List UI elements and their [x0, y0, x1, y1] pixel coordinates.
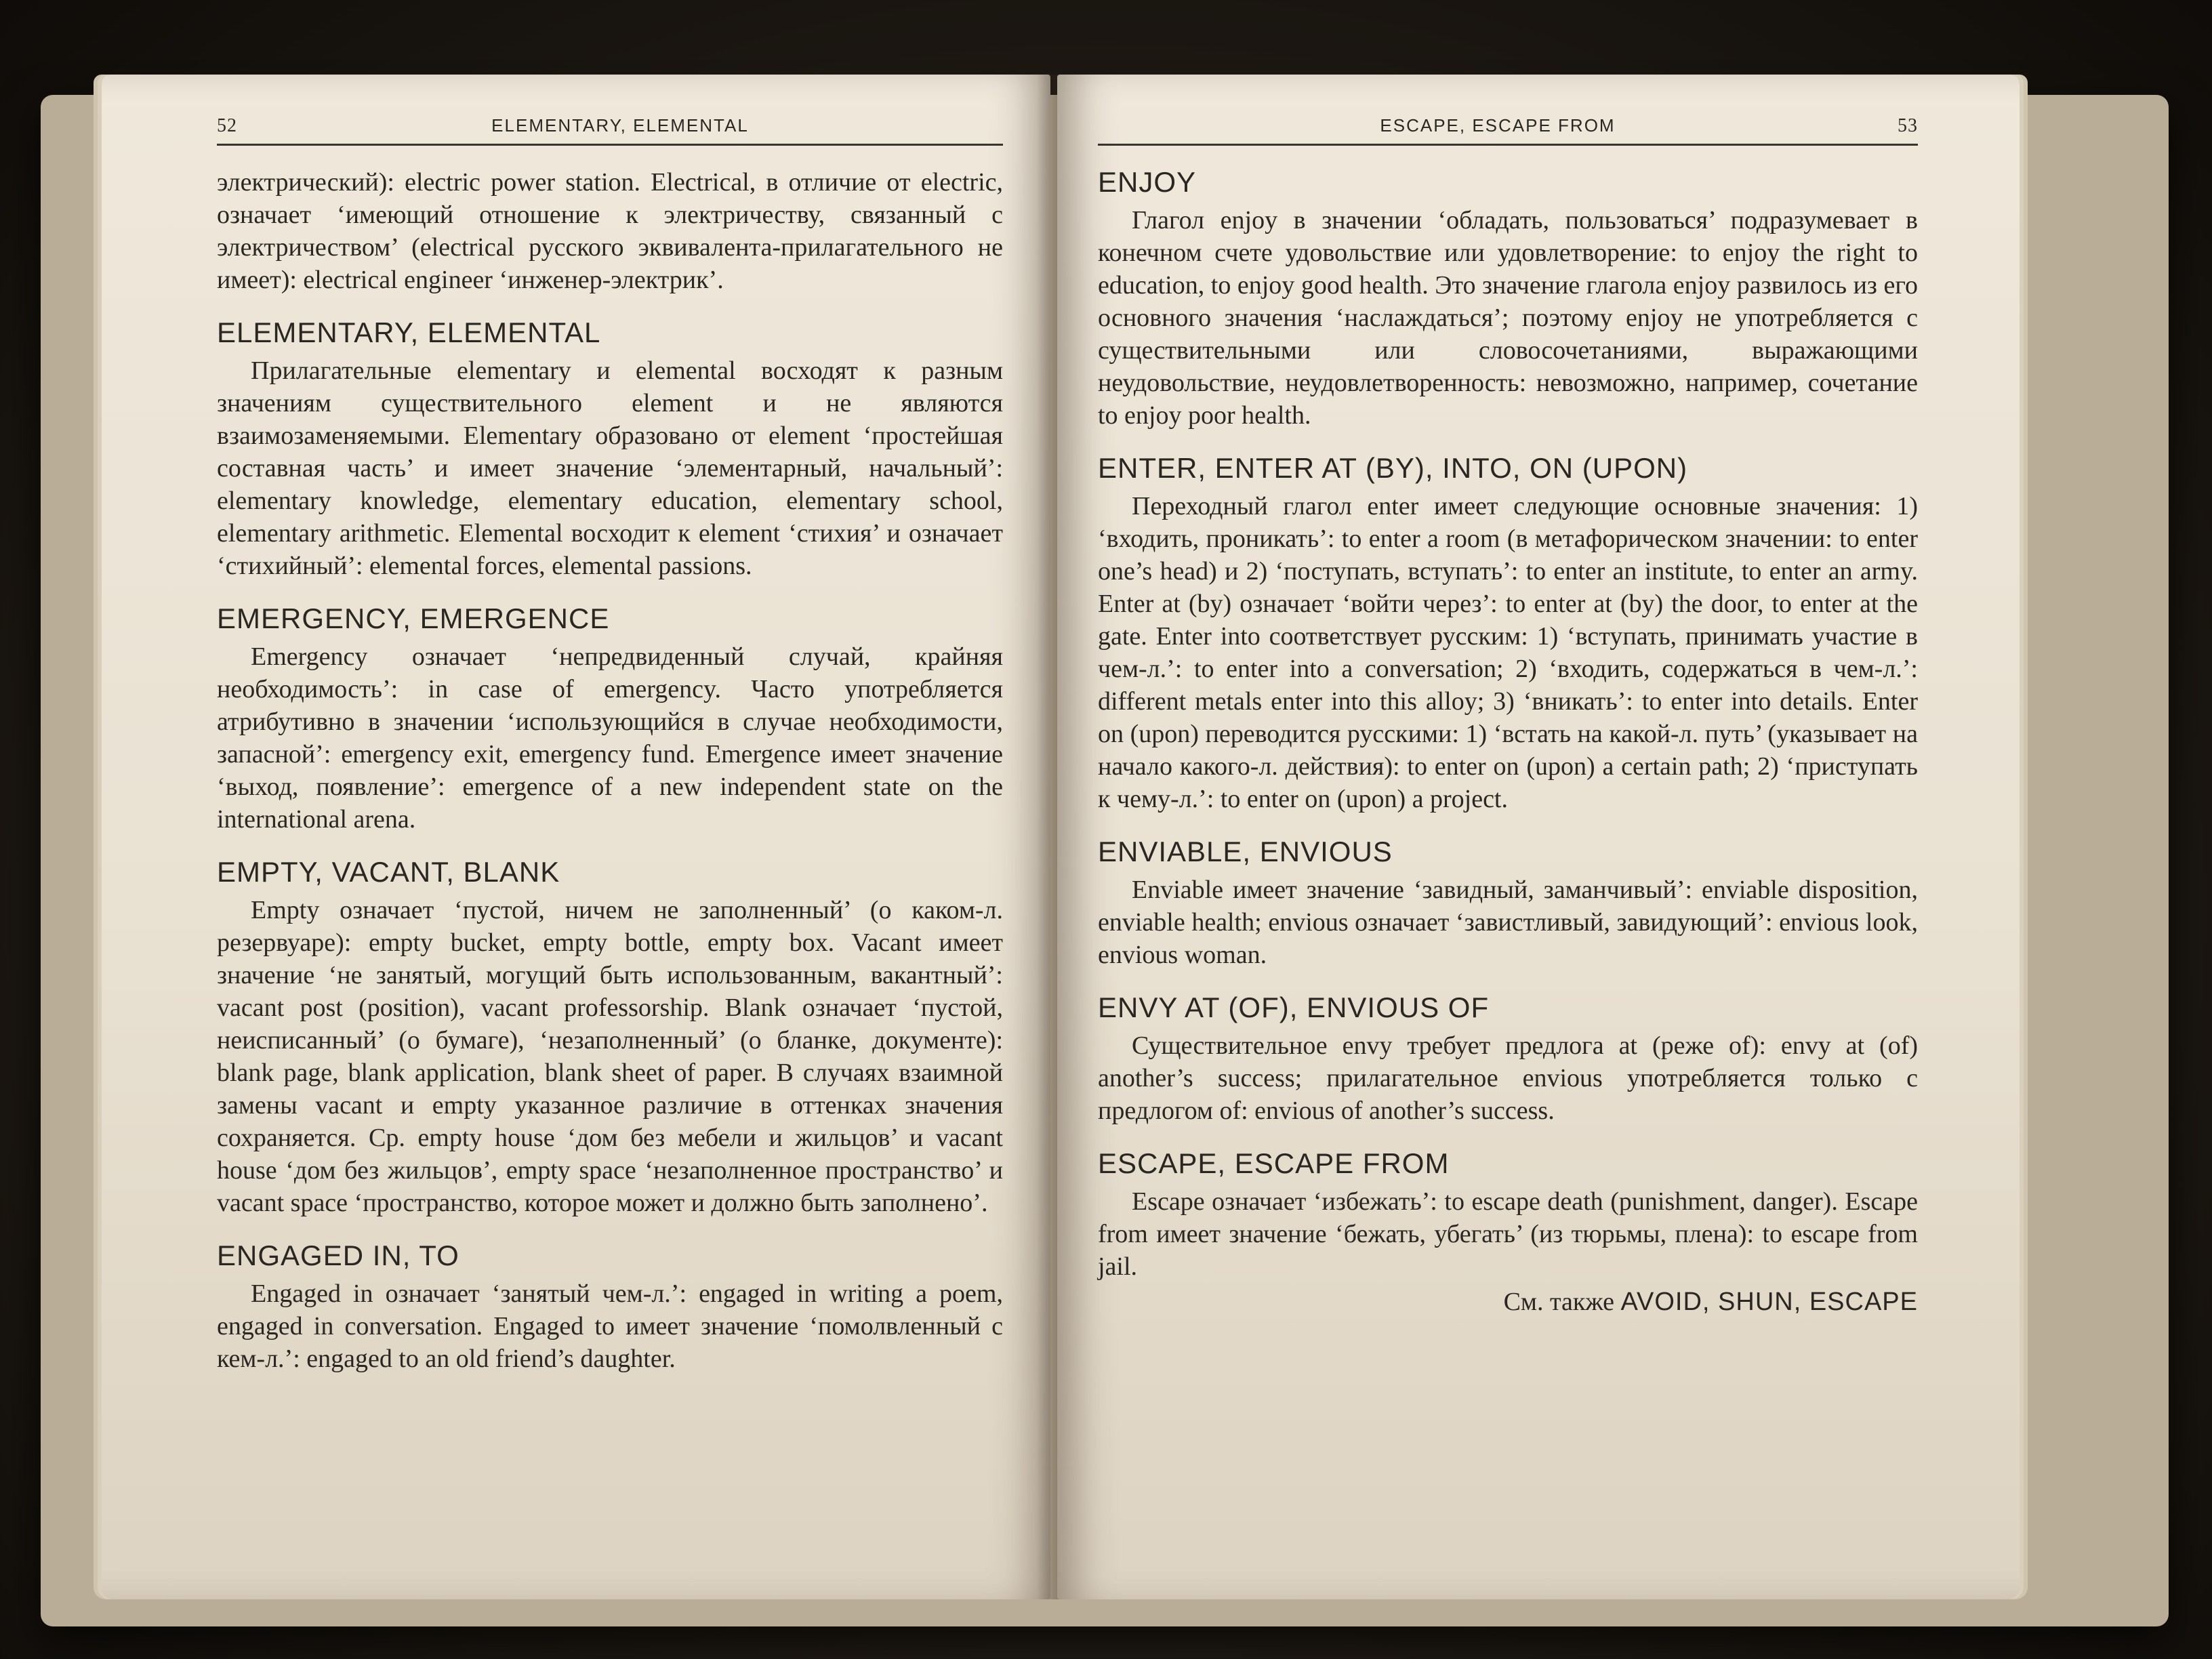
left-head-title: ELEMENTARY, ELEMENTAL — [491, 115, 749, 136]
entry-headword: ENJOY — [1098, 166, 1197, 198]
left-running-head — [217, 115, 1003, 146]
entry-text: Переходный глагол enter имеет следующие основные значения: 1) ‘входить, проникать’: to enter a room (в метафорическом значении: to enter one’s head) и 2) ‘поступать, вступать’: to enter an institute, to enter an army. Enter at (by) означает ‘войти через’: to enter at (by) the door, to enter at the gate. Enter into соответствует русским: 1) ‘вступать, принимать участие в чем-л.’: to enter into a conversation; 2) ‘входить, содержаться в чем-л.’: different metals enter into this alloy; 3) ‘вникать’: to enter into details. Enter on (upon) переводится русскими: 1) ‘встать на какой-л. путь’ (указывает на начало какого-л. действия): to enter on (upon) a certain path; 2) ‘приступать к чему-л.’: to enter on (upon) a project. — [1098, 492, 1918, 813]
entry-headword: ELEMENTARY, ELEMENTAL — [217, 316, 601, 348]
cross-reference-prefix: См. также — [1503, 1288, 1614, 1316]
continuation-text: электрический): electric power station. Electrical, в отличие от electric, означает ‘имеющий отношение к электричеству, связанный с электричеством’ (electrical русского эквивалента-прилагательного не имеет): electrical engineer ‘инженер-электрик’. — [217, 168, 1003, 294]
cross-reference — [1098, 1287, 1918, 1317]
entry-text: Empty означает ‘пустой, ничем не заполненный’ (о каком-л. резервуаре): empty bucket, empty bottle, empty box. Vacant имеет значение ‘не занятый, могущий быть использованным, вакантный’: vacant post (position), vacant professorship. Blank означает ‘пустой, неисписанный’ (о бумаге), ‘незаполненный’ (о бланке, документе): blank page, blank application, blank sheet of paper. В случаях взаимной замены vacant и empty указанное различие в оттенках значения сохраняется. Ср. empty house ‘дом без мебели и жильцов’ и vacant house ‘дом без жильцов’, empty space ‘незаполненное пространство’ и vacant space ‘пространство, которое может и должно быть заполнено’. — [217, 896, 1003, 1217]
dictionary-entry — [1098, 452, 1918, 815]
left-page-number: 52 — [217, 115, 237, 136]
entry-text: Глагол enjoy в значении ‘обладать, пользоваться’ подразумевает в конечном счете удовольствие или удовлетворение: to enjoy the right to education, to enjoy good health. Это значение глагола enjoy развилось из его основного значения ‘наслаждаться’; поэтому enjoy не употребляется с существительными или словосочетаниями, выражающими неудовольствие, неудовлетворенность: невозможно, например, сочетание to enjoy poor health. — [1098, 206, 1918, 430]
left-page-content — [217, 166, 1003, 1395]
cross-reference-terms: AVOID, SHUN, ESCAPE — [1620, 1288, 1918, 1316]
entry-headword: ENTER, ENTER AT (BY), INTO, ON (UPON) — [1098, 452, 1688, 484]
dictionary-entry — [217, 316, 1003, 582]
dictionary-entry — [217, 602, 1003, 836]
entry-text: Escape означает ‘избежать’: to escape death (punishment, danger). Escape from имеет значение ‘бежать, убегать’ (из тюрьмы, плена): to escape from jail. — [1098, 1187, 1918, 1281]
dictionary-entry — [217, 1240, 1003, 1375]
entry-headword: ENVIABLE, ENVIOUS — [1098, 836, 1393, 867]
entry-headword: EMPTY, VACANT, BLANK — [217, 856, 560, 888]
right-head-title: ESCAPE, ESCAPE FROM — [1380, 115, 1616, 136]
dictionary-entry — [1098, 1147, 1918, 1317]
dictionary-entry — [217, 856, 1003, 1219]
right-running-head — [1098, 115, 1918, 146]
dictionary-entry — [1098, 991, 1918, 1127]
left-page — [102, 75, 1050, 1599]
entry-text: Engaged in означает ‘занятый чем-л.’: engaged in writing a poem, engaged in conversation. Engaged to имеет значение ‘помолвленный с кем-л.’: engaged to an old friend’s daughter. — [217, 1279, 1003, 1373]
right-page-number: 53 — [1898, 115, 1918, 136]
entry-text: Emergency означает ‘непредвиденный случай, крайняя необходимость’: in case of emergency. Часто употребляется атрибутивно в значении ‘использующийся в случае необходимости, запасной’: emergency exit, emergency fund. Emergence имеет значение ‘выход, появление’: emergence of a new independent state on the international arena. — [217, 642, 1003, 834]
entry-headword: EMERGENCY, EMERGENCE — [217, 602, 610, 634]
right-page — [1057, 75, 2020, 1599]
entry-headword: ESCAPE, ESCAPE FROM — [1098, 1147, 1450, 1179]
entry-headword: ENGAGED IN, TO — [217, 1240, 459, 1271]
dictionary-entry — [1098, 166, 1918, 432]
entry-text: Прилагательные elementary и elemental восходят к разным значениям существительного element и не являются взаимозаменяемыми. Elementary образовано от element ‘простейшая составная часть’ и имеет значение ‘элементарный, начальный’: elementary knowledge, elementary education, elementary school, elementary arithmetic. Elemental восходит к element ‘стихия’ и означает ‘стихийный’: elemental forces, elemental passions. — [217, 356, 1003, 580]
right-page-content — [1098, 166, 1918, 1337]
entry-headword: ENVY AT (OF), ENVIOUS OF — [1098, 991, 1490, 1023]
continuation-entry — [217, 166, 1003, 296]
entry-text: Существительное envy требует предлога at (реже of): envy at (of) another’s success; прилагательное envious употребляется только с предлогом of: envious of another’s success. — [1098, 1031, 1918, 1125]
dictionary-entry — [1098, 836, 1918, 971]
entry-text: Enviable имеет значение ‘завидный, заманчивый’: enviable disposition, enviable health; envious означает ‘завистливый, завидующий’: envious look, envious woman. — [1098, 876, 1918, 969]
